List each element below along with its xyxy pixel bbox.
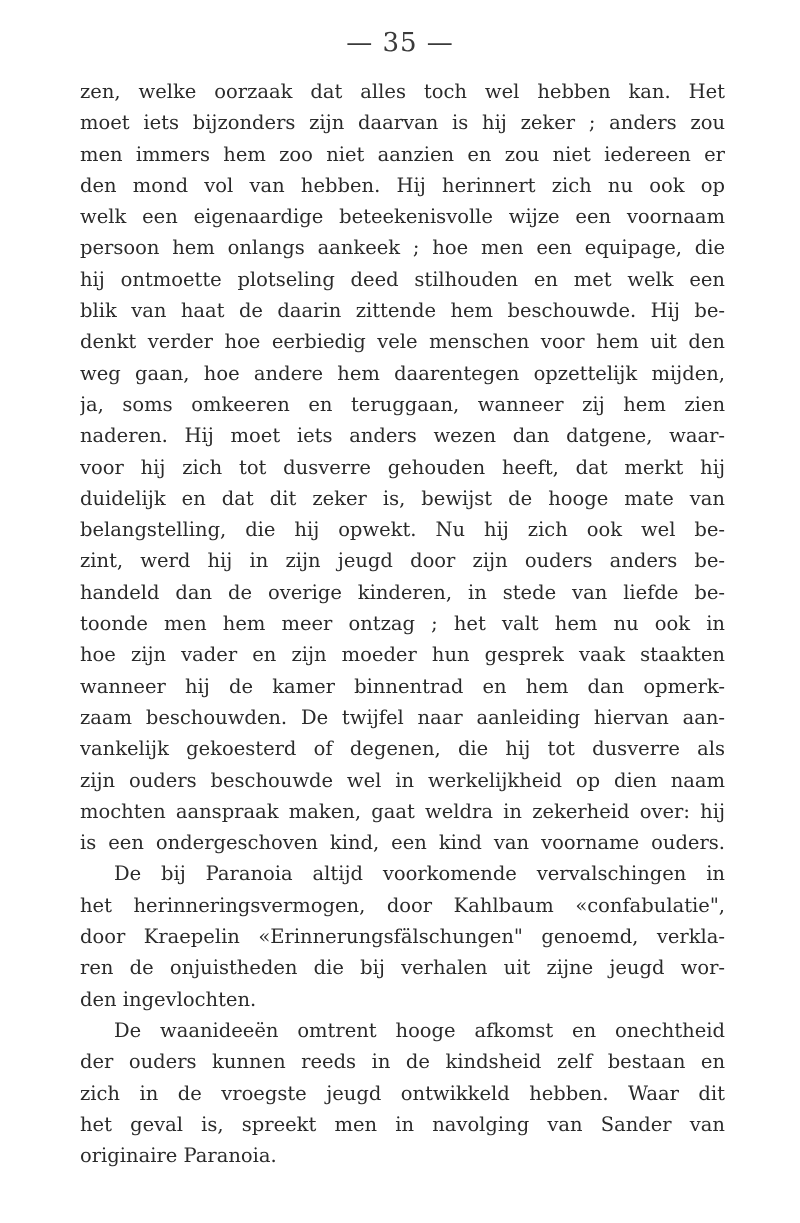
- text-line: blik van haat de daarin zittende hem beschouwde. Hij be-: [80, 299, 725, 323]
- text-line: ren de onjuistheden die bij verhalen uit zijne jeugd wor-: [80, 956, 725, 980]
- text-line: is een ondergeschoven kind, een kind van voorname ouders.: [80, 831, 725, 855]
- text-line: ja, soms omkeeren en teruggaan, wanneer zij hem zien: [80, 392, 725, 416]
- text-line: het geval is, spreekt men in navolging van Sander van: [80, 1112, 725, 1136]
- text-line: hij ontmoette plotseling deed stilhouden en met welk een: [80, 267, 725, 291]
- text-line: moet iets bijzonders zijn daarvan is hij zeker ; anders zou: [80, 111, 725, 135]
- text-line: het herinneringsvermogen, door Kahlbaum «confabulatie",: [80, 893, 725, 917]
- text-line: voor hij zich tot dusverre gehouden heeft, dat merkt hij: [80, 455, 725, 479]
- text-line: zijn ouders beschouwde wel in werkelijkheid op dien naam: [80, 768, 725, 792]
- text-line: zen, welke oorzaak dat alles toch wel hebben kan. Het: [80, 80, 725, 103]
- text-line: originaire Paranoia.: [80, 1144, 277, 1168]
- text-line: hoe zijn vader en zijn moeder hun gesprek vaak staakten: [80, 643, 725, 667]
- text-line: weg gaan, hoe andere hem daarentegen opzettelijk mijden,: [80, 361, 725, 385]
- text-line: wanneer hij de kamer binnentrad en hem dan opmerk-: [80, 674, 725, 698]
- text-line: persoon hem onlangs aankeek ; hoe men een equipage, die: [80, 236, 725, 260]
- text-line: duidelijk en dat dit zeker is, bewijst de hooge mate van: [80, 486, 725, 510]
- text-line: den ingevlochten.: [80, 987, 257, 1011]
- text-line: handeld dan de overige kinderen, in stede van liefde be-: [80, 580, 725, 604]
- text-line: De bij Paranoia altijd voorkomende vervalschingen in: [114, 862, 725, 886]
- text-line: vankelijk gekoesterd of degenen, die hij tot dusverre als: [80, 737, 725, 761]
- body-text: [80, 76, 725, 1171]
- text-line: men immers hem zoo niet aanzien en zou niet iedereen er: [80, 142, 725, 166]
- text-line: der ouders kunnen reeds in de kindsheid zelf bestaan en: [80, 1050, 725, 1074]
- text-line: zich in de vroegste jeugd ontwikkeld hebben. Waar dit: [80, 1081, 725, 1105]
- text-line: toonde men hem meer ontzag ; het valt hem nu ook in: [80, 612, 725, 636]
- text-line: naderen. Hij moet iets anders wezen dan datgene, waar-: [80, 424, 725, 448]
- page-number: — 35 —: [346, 28, 454, 58]
- text-line: den mond vol van hebben. Hij herinnert zich nu ook op: [80, 173, 725, 197]
- text-line: mochten aanspraak maken, gaat weldra in zekerheid over: hij: [80, 799, 725, 823]
- text-line: door Kraepelin «Erinnerungsfälschungen" genoemd, verkla-: [80, 925, 725, 949]
- text-line: zaam beschouwden. De twijfel naar aanleiding hiervan aan-: [80, 705, 725, 729]
- text-line: belangstelling, die hij opwekt. Nu hij zich ook wel be-: [80, 518, 725, 542]
- text-line: denkt verder hoe eerbiedig vele menschen voor hem uit den: [80, 330, 725, 354]
- text-line: zint, werd hij in zijn jeugd door zijn ouders anders be-: [80, 549, 725, 573]
- text-line: De waanideeën omtrent hooge afkomst en onechtheid: [114, 1018, 725, 1042]
- text-line: welk een eigenaardige beteekenisvolle wijze een voornaam: [80, 205, 725, 229]
